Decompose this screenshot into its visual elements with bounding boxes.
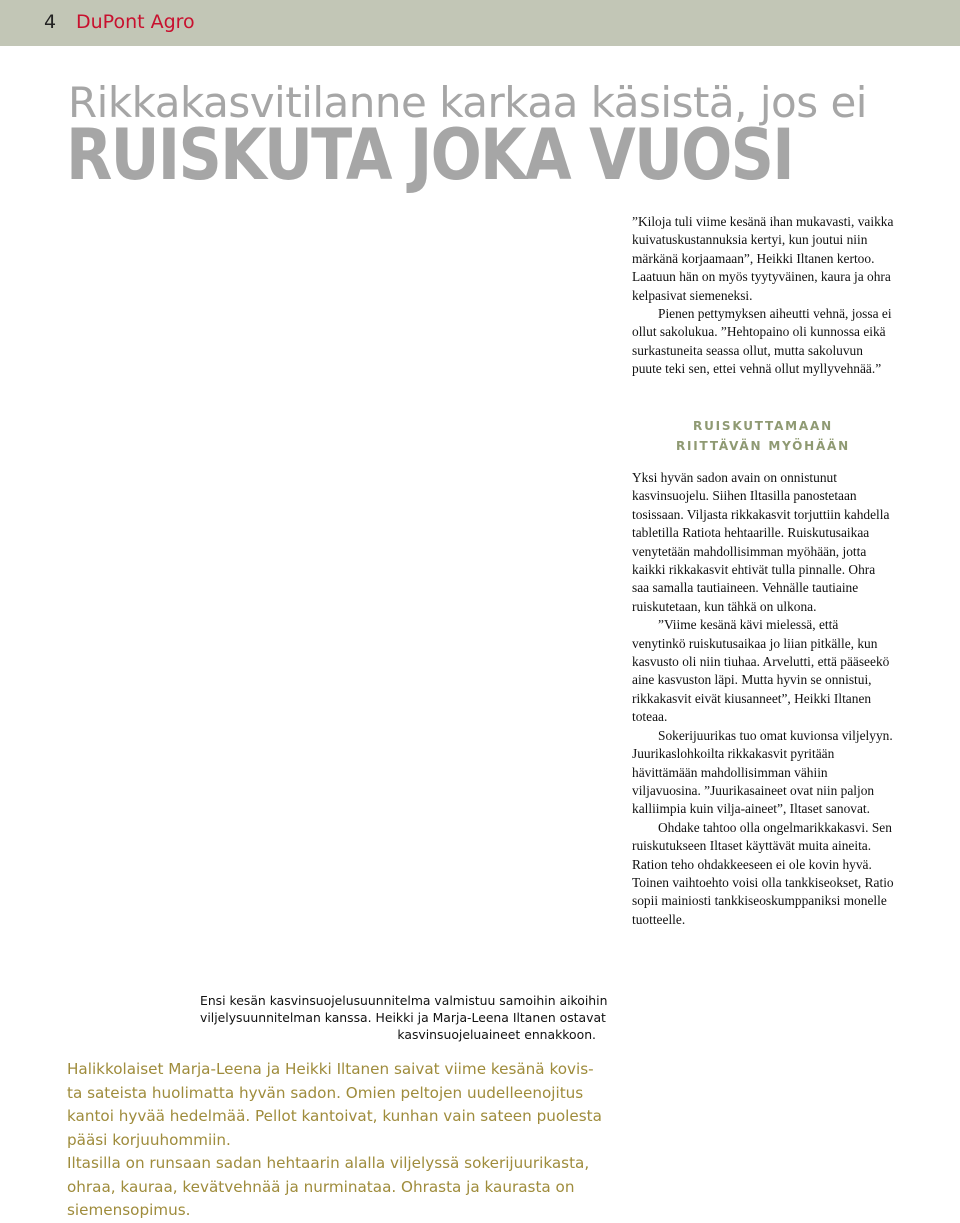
article-paragraph: ”Kiloja tuli viime kesänä ihan mukavasti, vaikka kuivatuskustannuksia kertyi, kun joutui niin märkänä korjaamaan”, Heikki Iltanen kertoo. Laatuun hän on myös tyytyväinen, kaura ja ohra kelpasivat siemeneksi. xyxy=(632,214,894,303)
page-number: 4 xyxy=(44,11,57,33)
article-paragraph: Sokerijuurikas tuo omat kuvionsa viljelyyn. Juurikaslohkoilta rikkakasvit pyritään hävittämään mahdollisimman vähiin viljavuosina. ”Juurikasaineet ovat niin paljon kalliimpia kuin vilja-aineet”, Iltaset sanovat. xyxy=(632,727,893,817)
article-paragraph: Ohdake tahtoo olla ongelmarikkakasvi. Sen ruiskutukseen Iltaset käyttävät muita aineita. Ration teho ohdakkeeseen ei ole kovin hyvä. Toinen vaihtoehto voisi olla tankkiseokset, Ratio sopii mainiosti tankkiseoskumppaniksi monelle tuotteelle. xyxy=(632,819,894,927)
header-bar xyxy=(0,0,960,46)
intro-text xyxy=(67,1058,627,1223)
intro-line: ohraa, kauraa, kevätvehnää ja nurminataa. Ohrasta ja kaurasta on xyxy=(67,1177,575,1196)
intro-line: siemensopimus. xyxy=(67,1201,191,1219)
article-paragraph: Yksi hyvän sadon avain on onnistunut kasvinsuojelu. Siihen Iltasilla panostetaan tosissaan. Viljasta rikkakasvit torjuttiin kahdella tabletilla Ratiota hehtaarille. Ruiskutusaikaa venytetään mahdollisimman myöhään, jotta kaikki rikkakasvit ehtivät tulla pinnalle. Ohra saa samalla tautiaineen. Vehnälle tautiaine ruiskutetaan, kun tähkä on ulkona. xyxy=(632,470,890,614)
article-paragraph: ”Viime kesänä kävi mielessä, että venytinkö ruiskutusaikaa jo liian pitkälle, kun kasvusto oli niin tiuhaa. Arvelutti, että pääseekö aine kasvuston läpi. Mutta hyvin se onnistui, rikkakasvit eivät kiusanneet”, Heikki Iltanen toteaa. xyxy=(632,617,890,725)
article-column-bottom xyxy=(632,469,894,929)
caption-line: viljelysuunnitelman kanssa. Heikki ja Marja-Leena Iltanen ostavat xyxy=(200,1010,606,1025)
intro-line: ta sateista huolimatta hyvän sadon. Omien peltojen uudelleenojitus xyxy=(67,1083,584,1102)
intro-line: kantoi hyvää hedelmää. Pellot kantoivat, kunhan vain sateen puolesta xyxy=(67,1107,602,1125)
brand-name: DuPont Agro xyxy=(76,11,195,33)
article-paragraph: Pienen pettymyksen aiheutti vehnä, jossa ei ollut sakolukua. ”Hehtopaino oli kunnossa eikä surkastuneita seassa ollut, mutta sakoluvun puute teki sen, ettei vehnä ollut myllyvehnää.” xyxy=(632,306,892,377)
intro-line: pääsi korjuuhommiin. xyxy=(67,1130,231,1149)
headline-line-1: Rikkakasvitilanne karkaa käsistä, jos ei xyxy=(68,78,867,127)
subheading-line-2: RIITTÄVÄN MYÖHÄÄN xyxy=(675,439,850,453)
intro-line: Halikkolaiset Marja-Leena ja Heikki Iltanen saivat viime kesänä kovis- xyxy=(67,1060,594,1078)
caption-line: kasvinsuojeluaineet ennakkoon. xyxy=(397,1027,596,1042)
photo-caption xyxy=(200,992,608,1043)
intro-line: Iltasilla on runsaan sadan hehtaarin alalla viljelyssä sokerijuurikasta, xyxy=(67,1154,590,1172)
section-subheading xyxy=(632,416,894,456)
subheading-line-1: RUISKUTTAMAAN xyxy=(693,419,833,433)
caption-line: Ensi kesän kasvinsuojelusuunnitelma valmistuu samoihin aikoihin xyxy=(200,993,608,1008)
article-column-top xyxy=(632,213,894,379)
headline-line-2: RUISKUTA JOKA VUOSI xyxy=(66,114,793,196)
